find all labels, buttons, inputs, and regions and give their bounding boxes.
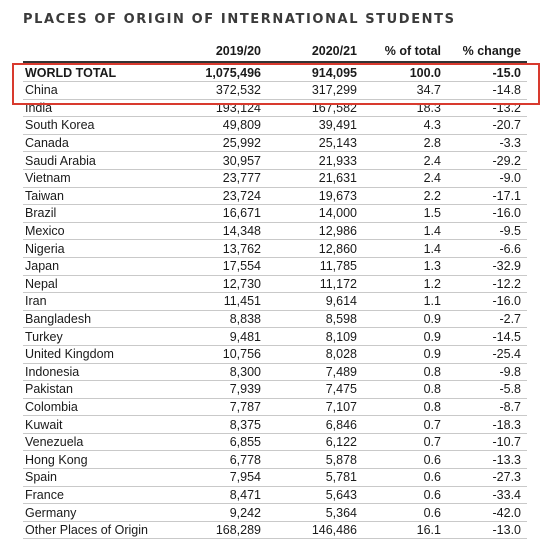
cell-value-2019-20: 6,778 <box>175 451 267 469</box>
cell-value-2019-20: 23,724 <box>175 187 267 205</box>
cell-percent-of-total: 1.2 <box>363 275 447 293</box>
cell-country: Indonesia <box>23 363 175 381</box>
table-row <box>23 275 527 293</box>
cell-percent-of-total: 100.0 <box>363 62 447 82</box>
cell-percent-of-total: 34.7 <box>363 82 447 100</box>
cell-percent-of-total: 18.3 <box>363 99 447 117</box>
table-row <box>23 257 527 275</box>
cell-percent-of-total: 2.2 <box>363 187 447 205</box>
cell-value-2020-21: 8,028 <box>267 345 363 363</box>
cell-percent-change: -16.0 <box>447 205 527 223</box>
table-row <box>23 345 527 363</box>
cell-percent-of-total: 2.8 <box>363 134 447 152</box>
cell-percent-of-total: 0.8 <box>363 398 447 416</box>
cell-value-2020-21: 11,172 <box>267 275 363 293</box>
cell-percent-change: -3.3 <box>447 134 527 152</box>
table-row <box>23 205 527 223</box>
cell-country: Hong Kong <box>23 451 175 469</box>
table-row <box>23 222 527 240</box>
cell-value-2020-21: 146,486 <box>267 521 363 539</box>
cell-country: Germany <box>23 504 175 522</box>
cell-value-2019-20: 10,756 <box>175 345 267 363</box>
header-percent-change: % change <box>447 40 527 62</box>
cell-value-2019-20: 8,300 <box>175 363 267 381</box>
header-country <box>23 40 175 62</box>
cell-percent-of-total: 0.9 <box>363 310 447 328</box>
cell-country: Venezuela <box>23 433 175 451</box>
cell-value-2020-21: 14,000 <box>267 205 363 223</box>
cell-percent-of-total: 0.6 <box>363 504 447 522</box>
cell-country: South Korea <box>23 117 175 135</box>
cell-value-2020-21: 21,933 <box>267 152 363 170</box>
table-row <box>23 363 527 381</box>
cell-value-2020-21: 6,846 <box>267 416 363 434</box>
cell-value-2019-20: 8,471 <box>175 486 267 504</box>
cell-value-2019-20: 11,451 <box>175 293 267 311</box>
cell-country: China <box>23 82 175 100</box>
cell-percent-of-total: 0.7 <box>363 416 447 434</box>
table-row <box>23 152 527 170</box>
cell-value-2020-21: 8,109 <box>267 328 363 346</box>
cell-percent-of-total: 4.3 <box>363 117 447 135</box>
cell-country: Saudi Arabia <box>23 152 175 170</box>
cell-value-2020-21: 167,582 <box>267 99 363 117</box>
cell-percent-change: -14.8 <box>447 82 527 100</box>
cell-value-2019-20: 168,289 <box>175 521 267 539</box>
cell-country: United Kingdom <box>23 345 175 363</box>
cell-percent-change: -13.0 <box>447 521 527 539</box>
cell-country: Other Places of Origin <box>23 521 175 539</box>
cell-value-2019-20: 7,787 <box>175 398 267 416</box>
cell-country: Colombia <box>23 398 175 416</box>
cell-country: Turkey <box>23 328 175 346</box>
cell-percent-of-total: 1.4 <box>363 222 447 240</box>
cell-value-2019-20: 1,075,496 <box>175 62 267 82</box>
cell-percent-of-total: 1.1 <box>363 293 447 311</box>
table-row <box>23 469 527 487</box>
cell-percent-change: -9.0 <box>447 169 527 187</box>
table-row <box>23 293 527 311</box>
header-2020-21: 2020/21 <box>267 40 363 62</box>
table-row <box>23 310 527 328</box>
cell-value-2020-21: 21,631 <box>267 169 363 187</box>
cell-country: Taiwan <box>23 187 175 205</box>
cell-value-2020-21: 19,673 <box>267 187 363 205</box>
cell-percent-of-total: 16.1 <box>363 521 447 539</box>
cell-percent-change: -6.6 <box>447 240 527 258</box>
cell-value-2020-21: 12,986 <box>267 222 363 240</box>
cell-value-2019-20: 17,554 <box>175 257 267 275</box>
cell-percent-change: -20.7 <box>447 117 527 135</box>
cell-value-2019-20: 30,957 <box>175 152 267 170</box>
cell-value-2019-20: 193,124 <box>175 99 267 117</box>
cell-value-2020-21: 8,598 <box>267 310 363 328</box>
cell-country: Nepal <box>23 275 175 293</box>
cell-percent-of-total: 2.4 <box>363 169 447 187</box>
cell-country: Nigeria <box>23 240 175 258</box>
table-row <box>23 433 527 451</box>
cell-value-2020-21: 25,143 <box>267 134 363 152</box>
cell-value-2019-20: 8,838 <box>175 310 267 328</box>
cell-value-2019-20: 12,730 <box>175 275 267 293</box>
table-row <box>23 134 527 152</box>
table-row <box>23 398 527 416</box>
cell-value-2020-21: 5,643 <box>267 486 363 504</box>
total-row <box>23 62 527 82</box>
cell-percent-of-total: 1.3 <box>363 257 447 275</box>
table-row <box>23 187 527 205</box>
cell-percent-change: -13.3 <box>447 451 527 469</box>
cell-country: Bangladesh <box>23 310 175 328</box>
cell-percent-change: -17.1 <box>447 187 527 205</box>
cell-country: Spain <box>23 469 175 487</box>
cell-percent-change: -8.7 <box>447 398 527 416</box>
cell-value-2019-20: 14,348 <box>175 222 267 240</box>
cell-percent-of-total: 1.5 <box>363 205 447 223</box>
table-row <box>23 416 527 434</box>
cell-value-2020-21: 7,475 <box>267 381 363 399</box>
cell-value-2019-20: 8,375 <box>175 416 267 434</box>
cell-value-2020-21: 914,095 <box>267 62 363 82</box>
students-table <box>23 40 527 539</box>
cell-percent-of-total: 2.4 <box>363 152 447 170</box>
table-row <box>23 117 527 135</box>
table-row <box>23 451 527 469</box>
cell-value-2020-21: 7,107 <box>267 398 363 416</box>
cell-value-2019-20: 9,481 <box>175 328 267 346</box>
table-row <box>23 486 527 504</box>
cell-percent-of-total: 0.7 <box>363 433 447 451</box>
cell-value-2020-21: 12,860 <box>267 240 363 258</box>
cell-percent-of-total: 1.4 <box>363 240 447 258</box>
cell-value-2019-20: 23,777 <box>175 169 267 187</box>
cell-percent-change: -27.3 <box>447 469 527 487</box>
cell-value-2019-20: 49,809 <box>175 117 267 135</box>
cell-percent-change: -2.7 <box>447 310 527 328</box>
cell-value-2020-21: 11,785 <box>267 257 363 275</box>
cell-percent-change: -9.8 <box>447 363 527 381</box>
cell-value-2020-21: 9,614 <box>267 293 363 311</box>
cell-percent-change: -5.8 <box>447 381 527 399</box>
cell-percent-change: -15.0 <box>447 62 527 82</box>
table-row <box>23 240 527 258</box>
cell-country: France <box>23 486 175 504</box>
cell-percent-change: -29.2 <box>447 152 527 170</box>
cell-country: India <box>23 99 175 117</box>
cell-value-2019-20: 7,954 <box>175 469 267 487</box>
cell-percent-change: -13.2 <box>447 99 527 117</box>
cell-country: Kuwait <box>23 416 175 434</box>
cell-value-2019-20: 9,242 <box>175 504 267 522</box>
cell-value-2019-20: 7,939 <box>175 381 267 399</box>
cell-value-2020-21: 5,878 <box>267 451 363 469</box>
cell-percent-of-total: 0.6 <box>363 469 447 487</box>
table-row <box>23 328 527 346</box>
cell-value-2019-20: 16,671 <box>175 205 267 223</box>
cell-percent-of-total: 0.6 <box>363 486 447 504</box>
table-row <box>23 169 527 187</box>
cell-country: WORLD TOTAL <box>23 62 175 82</box>
cell-percent-change: -9.5 <box>447 222 527 240</box>
cell-value-2019-20: 372,532 <box>175 82 267 100</box>
cell-value-2020-21: 5,364 <box>267 504 363 522</box>
table-row <box>23 99 527 117</box>
cell-country: Canada <box>23 134 175 152</box>
cell-percent-change: -33.4 <box>447 486 527 504</box>
cell-percent-of-total: 0.6 <box>363 451 447 469</box>
cell-percent-change: -16.0 <box>447 293 527 311</box>
header-2019-20: 2019/20 <box>175 40 267 62</box>
cell-percent-of-total: 0.8 <box>363 363 447 381</box>
cell-percent-change: -10.7 <box>447 433 527 451</box>
cell-country: Brazil <box>23 205 175 223</box>
cell-percent-change: -12.2 <box>447 275 527 293</box>
table-row <box>23 381 527 399</box>
cell-percent-change: -32.9 <box>447 257 527 275</box>
cell-value-2019-20: 25,992 <box>175 134 267 152</box>
cell-country: Iran <box>23 293 175 311</box>
table-row <box>23 521 527 539</box>
cell-value-2020-21: 7,489 <box>267 363 363 381</box>
cell-country: Japan <box>23 257 175 275</box>
cell-percent-change: -14.5 <box>447 328 527 346</box>
page-title: PLACES OF ORIGIN OF INTERNATIONAL STUDENTS <box>23 12 456 27</box>
cell-percent-of-total: 0.9 <box>363 328 447 346</box>
cell-percent-of-total: 0.8 <box>363 381 447 399</box>
cell-country: Mexico <box>23 222 175 240</box>
header-percent-of-total: % of total <box>363 40 447 62</box>
cell-value-2019-20: 6,855 <box>175 433 267 451</box>
table-row <box>23 82 527 100</box>
cell-value-2020-21: 39,491 <box>267 117 363 135</box>
cell-value-2020-21: 5,781 <box>267 469 363 487</box>
table-row <box>23 504 527 522</box>
cell-percent-of-total: 0.9 <box>363 345 447 363</box>
cell-value-2020-21: 317,299 <box>267 82 363 100</box>
cell-percent-change: -42.0 <box>447 504 527 522</box>
cell-percent-change: -25.4 <box>447 345 527 363</box>
header-row <box>23 40 527 62</box>
cell-country: Pakistan <box>23 381 175 399</box>
cell-value-2020-21: 6,122 <box>267 433 363 451</box>
cell-percent-change: -18.3 <box>447 416 527 434</box>
cell-country: Vietnam <box>23 169 175 187</box>
cell-value-2019-20: 13,762 <box>175 240 267 258</box>
